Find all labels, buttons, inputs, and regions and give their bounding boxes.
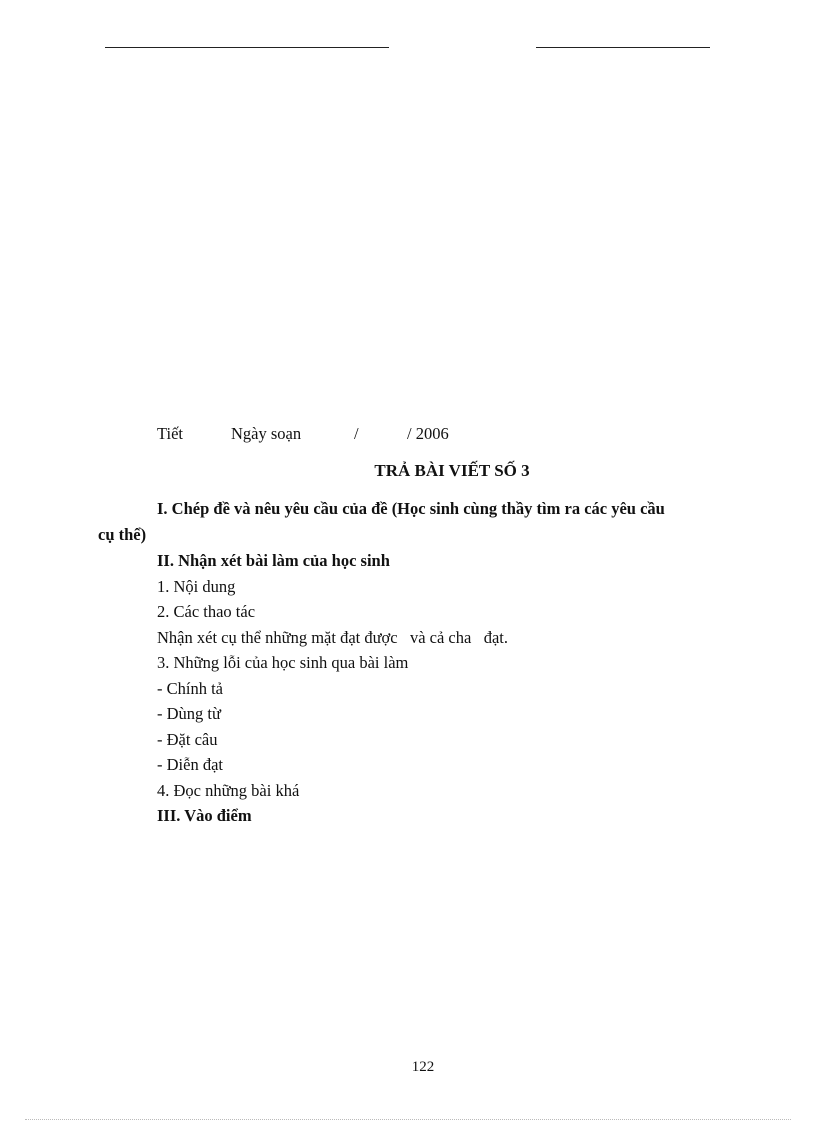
list-item: 4. Đọc những bài khá bbox=[157, 781, 300, 800]
page-number: 122 bbox=[411, 1059, 435, 1075]
list-item: 1. Nội dung bbox=[157, 577, 236, 596]
list-item: 3. Những lỗi của học sinh qua bài làm bbox=[157, 653, 409, 672]
list-item: - Đặt câu bbox=[157, 730, 218, 749]
list-item: Nhận xét cụ thể những mặt đạt được và cả cha đạt. bbox=[157, 628, 508, 647]
list-item: - Dùng từ bbox=[157, 704, 221, 723]
section-1-heading-cont: cụ thể) bbox=[98, 525, 147, 544]
section-1-heading: I. Chép đề và nêu yêu cầu của đề (Học sinh cùng thầy tìm ra các yêu cầu bbox=[157, 499, 665, 518]
date-separator: / bbox=[354, 424, 359, 443]
section-3-heading: III. Vào điểm bbox=[157, 806, 252, 825]
lesson-title: TRẢ BÀI VIẾT SỐ 3 bbox=[374, 461, 530, 480]
list-item: - Chính tả bbox=[157, 679, 223, 698]
section-2-heading: II. Nhận xét bài làm của học sinh bbox=[157, 551, 390, 570]
date-year: / 2006 bbox=[407, 424, 449, 443]
list-item: - Diễn đạt bbox=[157, 755, 223, 774]
header-rule-right bbox=[536, 47, 710, 48]
list-item: 2. Các thao tác bbox=[157, 602, 256, 621]
header-rule-left bbox=[105, 47, 389, 48]
prep-date-label: Ngày soạn bbox=[231, 424, 302, 443]
page-bottom-divider bbox=[25, 1119, 791, 1120]
lesson-period-label: Tiết bbox=[157, 424, 183, 443]
